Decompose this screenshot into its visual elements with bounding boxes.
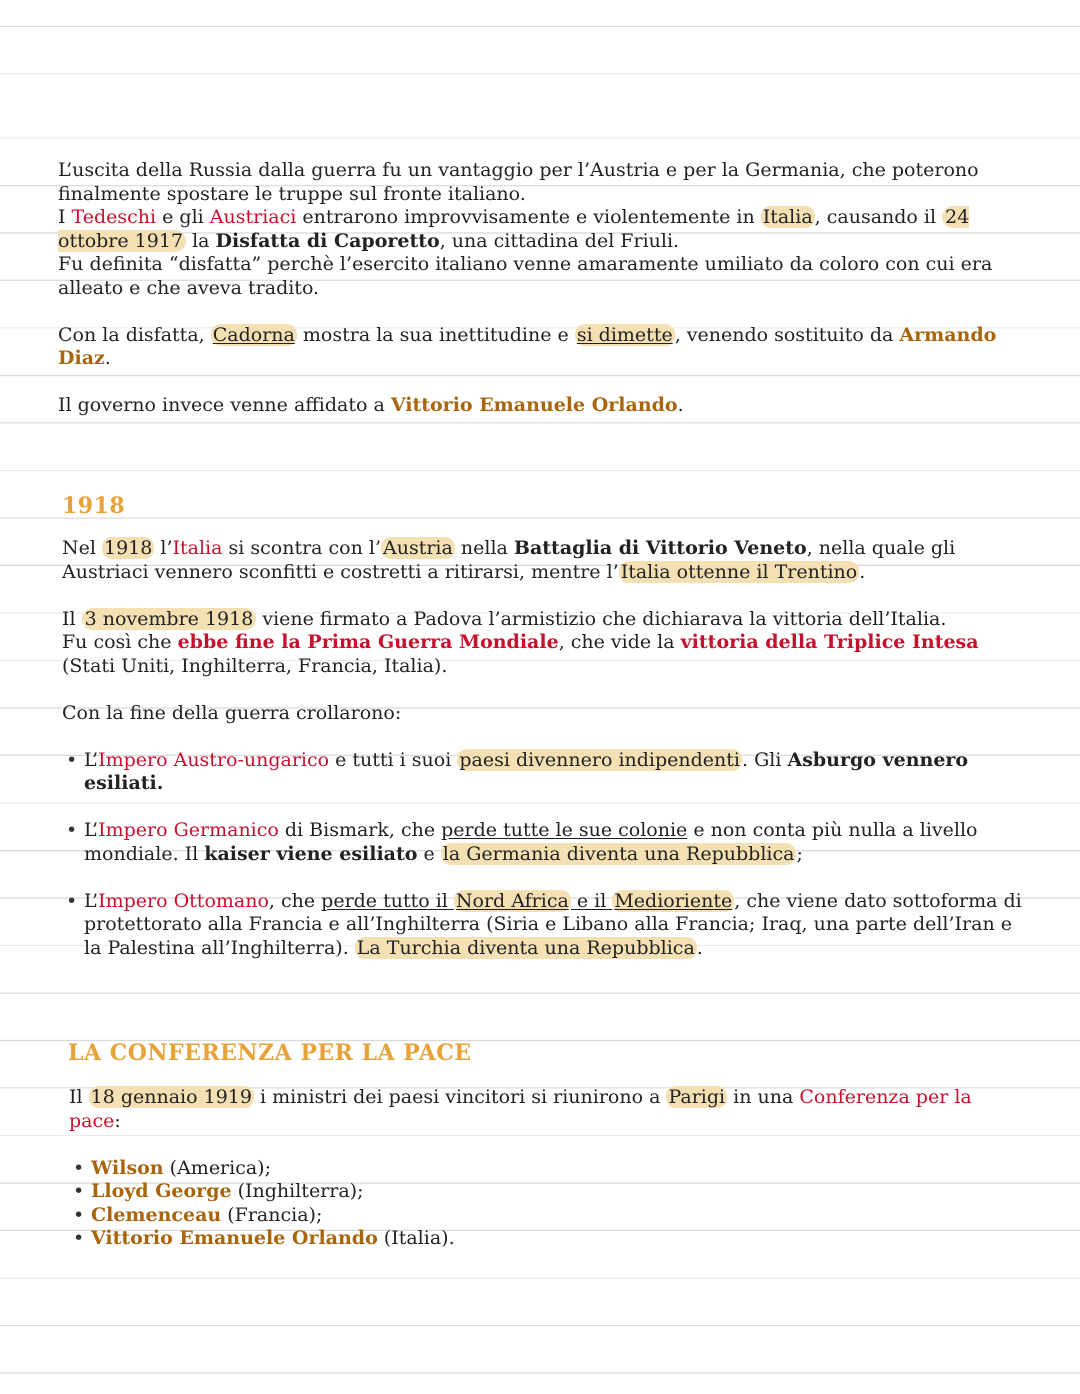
list-item bbox=[69, 1180, 1019, 1204]
styled-run: paesi divennero indipendenti bbox=[459, 748, 740, 771]
text-run: L’uscita della Russia dalla guerra fu un vantaggio per l’Austria e per la Germania, che poterono finalmente spostare le truppe sul fronte italiano. bbox=[58, 159, 979, 205]
list-item bbox=[62, 749, 1022, 796]
paragraph-caporetto bbox=[58, 159, 1023, 300]
text-run: Il bbox=[69, 1086, 89, 1108]
text-run: viene firmato a Padova l’armistizio che dichiarava la vittoria dell’Italia. bbox=[256, 607, 947, 630]
text-run: (America); bbox=[163, 1156, 272, 1179]
paragraph-cadorna bbox=[58, 324, 1023, 371]
text-run: (Francia); bbox=[221, 1203, 323, 1226]
text-run: L’ bbox=[84, 889, 99, 912]
list-item bbox=[69, 1204, 1019, 1228]
paragraph-armistizio bbox=[62, 608, 1022, 679]
text-run: L’ bbox=[84, 819, 99, 841]
section-1918 bbox=[62, 537, 1022, 984]
text-run: Il governo invece venne affidato a bbox=[58, 394, 391, 416]
styled-run: Asburgo vennero esiliati. bbox=[84, 748, 969, 794]
styled-run: La Turchia diventa una Repubblica bbox=[356, 936, 695, 959]
text-run: entrarono improvvisamente e violentemente in bbox=[296, 206, 761, 228]
text-run: di Bismark, che bbox=[278, 819, 442, 841]
styled-run: kaiser viene esiliato bbox=[204, 842, 418, 865]
text-run: Con la disfatta, bbox=[58, 323, 211, 346]
text-run: , nella quale gli Austriaci vennero sconfitti e costretti a ritirarsi, mentre l’ bbox=[62, 537, 956, 583]
text-run: , che vide la bbox=[558, 631, 681, 653]
text-run: , una cittadina del Friuli. bbox=[439, 229, 680, 252]
list-item bbox=[69, 1157, 1019, 1181]
styled-run: Cadorna bbox=[212, 323, 295, 346]
paragraph-conferenza bbox=[69, 1086, 1019, 1133]
list-item bbox=[69, 1227, 1019, 1251]
heading-1918: 1918 bbox=[62, 493, 126, 519]
text-run: i ministri dei paesi vincitori si riunirono a bbox=[253, 1086, 667, 1108]
text-run: . bbox=[696, 936, 703, 959]
styled-run: Impero Ottomano bbox=[98, 889, 269, 912]
styled-run: Italia bbox=[172, 537, 223, 559]
text-run: mostra la sua inettitudine e bbox=[296, 323, 575, 346]
styled-run: perde tutto il bbox=[321, 889, 454, 912]
list-item bbox=[62, 819, 1022, 866]
text-run: Fu così che bbox=[62, 631, 178, 653]
styled-run: Italia ottenne il Trentino bbox=[620, 560, 858, 583]
text-run: (Stati Uniti, Inghilterra, Francia, Italia). bbox=[62, 654, 448, 677]
styled-run: Austriaci bbox=[209, 206, 297, 228]
text-run: la bbox=[186, 229, 216, 252]
text-run: e tutti i suoi bbox=[329, 748, 458, 771]
styled-run: Conferenza per la pace bbox=[69, 1086, 972, 1132]
styled-run: Wilson bbox=[91, 1156, 164, 1179]
text-run: L’ bbox=[84, 748, 99, 771]
styled-run: Lloyd George bbox=[91, 1180, 232, 1202]
styled-run: Vittorio Emanuele Orlando bbox=[91, 1227, 378, 1249]
text-run: I bbox=[58, 206, 72, 228]
styled-run: Parigi bbox=[668, 1086, 726, 1108]
text-run: Fu definita “disfatta” perchè l’esercito italiano venne amaramente umiliato da coloro con cui era alleato e che aveva tradito. bbox=[58, 253, 993, 299]
ministers-list bbox=[69, 1157, 1019, 1251]
styled-run: 24 ottobre 1917 bbox=[58, 206, 970, 252]
text-run: ; bbox=[796, 842, 803, 865]
text-run: . bbox=[677, 394, 684, 416]
section-conferenza bbox=[69, 1086, 1019, 1251]
styled-run: Medioriente bbox=[614, 889, 733, 912]
styled-run: la Germania diventa una Repubblica bbox=[442, 842, 795, 865]
styled-run: 3 novembre 1918 bbox=[82, 608, 257, 630]
styled-run: Tedeschi bbox=[71, 206, 157, 228]
text-run: . bbox=[104, 347, 111, 369]
styled-run: Impero Germanico bbox=[98, 819, 279, 841]
styled-run: perde tutte le sue colonie bbox=[441, 819, 688, 841]
paragraph-orlando bbox=[58, 394, 1023, 418]
text-run: , che bbox=[268, 889, 322, 912]
styled-run: ebbe fine la Prima Guerra Mondiale bbox=[177, 631, 559, 653]
styled-run: Battaglia di Vittorio Veneto bbox=[513, 537, 807, 559]
text-run: l’ bbox=[154, 537, 173, 559]
text-run: , venendo sostituito da bbox=[674, 323, 900, 346]
styled-run: Clemenceau bbox=[91, 1203, 222, 1226]
text-run: si scontra con l’ bbox=[222, 537, 381, 559]
styled-run: Nord Africa bbox=[455, 889, 569, 912]
empires-list bbox=[62, 749, 1022, 961]
text-run: . Gli bbox=[742, 748, 788, 771]
text-run: , che viene dato sottoforma di protettorato alla Francia e all’Inghilterra (Siria e Libano alla Francia; Iraq, una parte dell’Iran e la Palestina all’Inghilterra). bbox=[84, 889, 1022, 959]
styled-run: Italia bbox=[762, 206, 813, 228]
styled-run: Armando Diaz bbox=[58, 323, 997, 369]
styled-run: 1918 bbox=[104, 537, 153, 559]
text-run: Nel bbox=[62, 537, 102, 559]
styled-run: Impero Austro-ungarico bbox=[98, 748, 330, 771]
text-run: . bbox=[859, 560, 866, 583]
text-run: Con la fine della guerra crollarono: bbox=[62, 701, 402, 724]
styled-run: e il bbox=[570, 889, 613, 912]
styled-run: si dimette bbox=[576, 323, 673, 346]
styled-run: 18 gennaio 1919 bbox=[90, 1086, 252, 1108]
text-run: , causando il bbox=[814, 206, 943, 228]
heading-conferenza: LA CONFERENZA PER LA PACE bbox=[68, 1040, 472, 1066]
text-run: e non conta più nulla a livello mondiale. Il bbox=[84, 819, 978, 865]
text-run: (Inghilterra); bbox=[231, 1180, 364, 1202]
text-run: (Italia). bbox=[377, 1227, 455, 1249]
styled-run: Disfatta di Caporetto bbox=[215, 229, 440, 252]
styled-run: Vittorio Emanuele Orlando bbox=[390, 394, 678, 416]
styled-run: vittoria della Triplice Intesa bbox=[680, 631, 979, 653]
text-run: in una bbox=[727, 1086, 800, 1108]
text-run: e gli bbox=[156, 206, 210, 228]
list-item bbox=[62, 890, 1022, 961]
text-run: Il bbox=[62, 607, 82, 630]
paragraph-vittorio-veneto bbox=[62, 537, 1022, 584]
text-run: nella bbox=[454, 537, 514, 559]
text-run: e bbox=[417, 842, 441, 865]
styled-run: Austria bbox=[383, 537, 453, 559]
text-run: : bbox=[114, 1109, 121, 1132]
paragraph-crollarono bbox=[62, 702, 1022, 726]
section-caporetto bbox=[58, 159, 1023, 418]
